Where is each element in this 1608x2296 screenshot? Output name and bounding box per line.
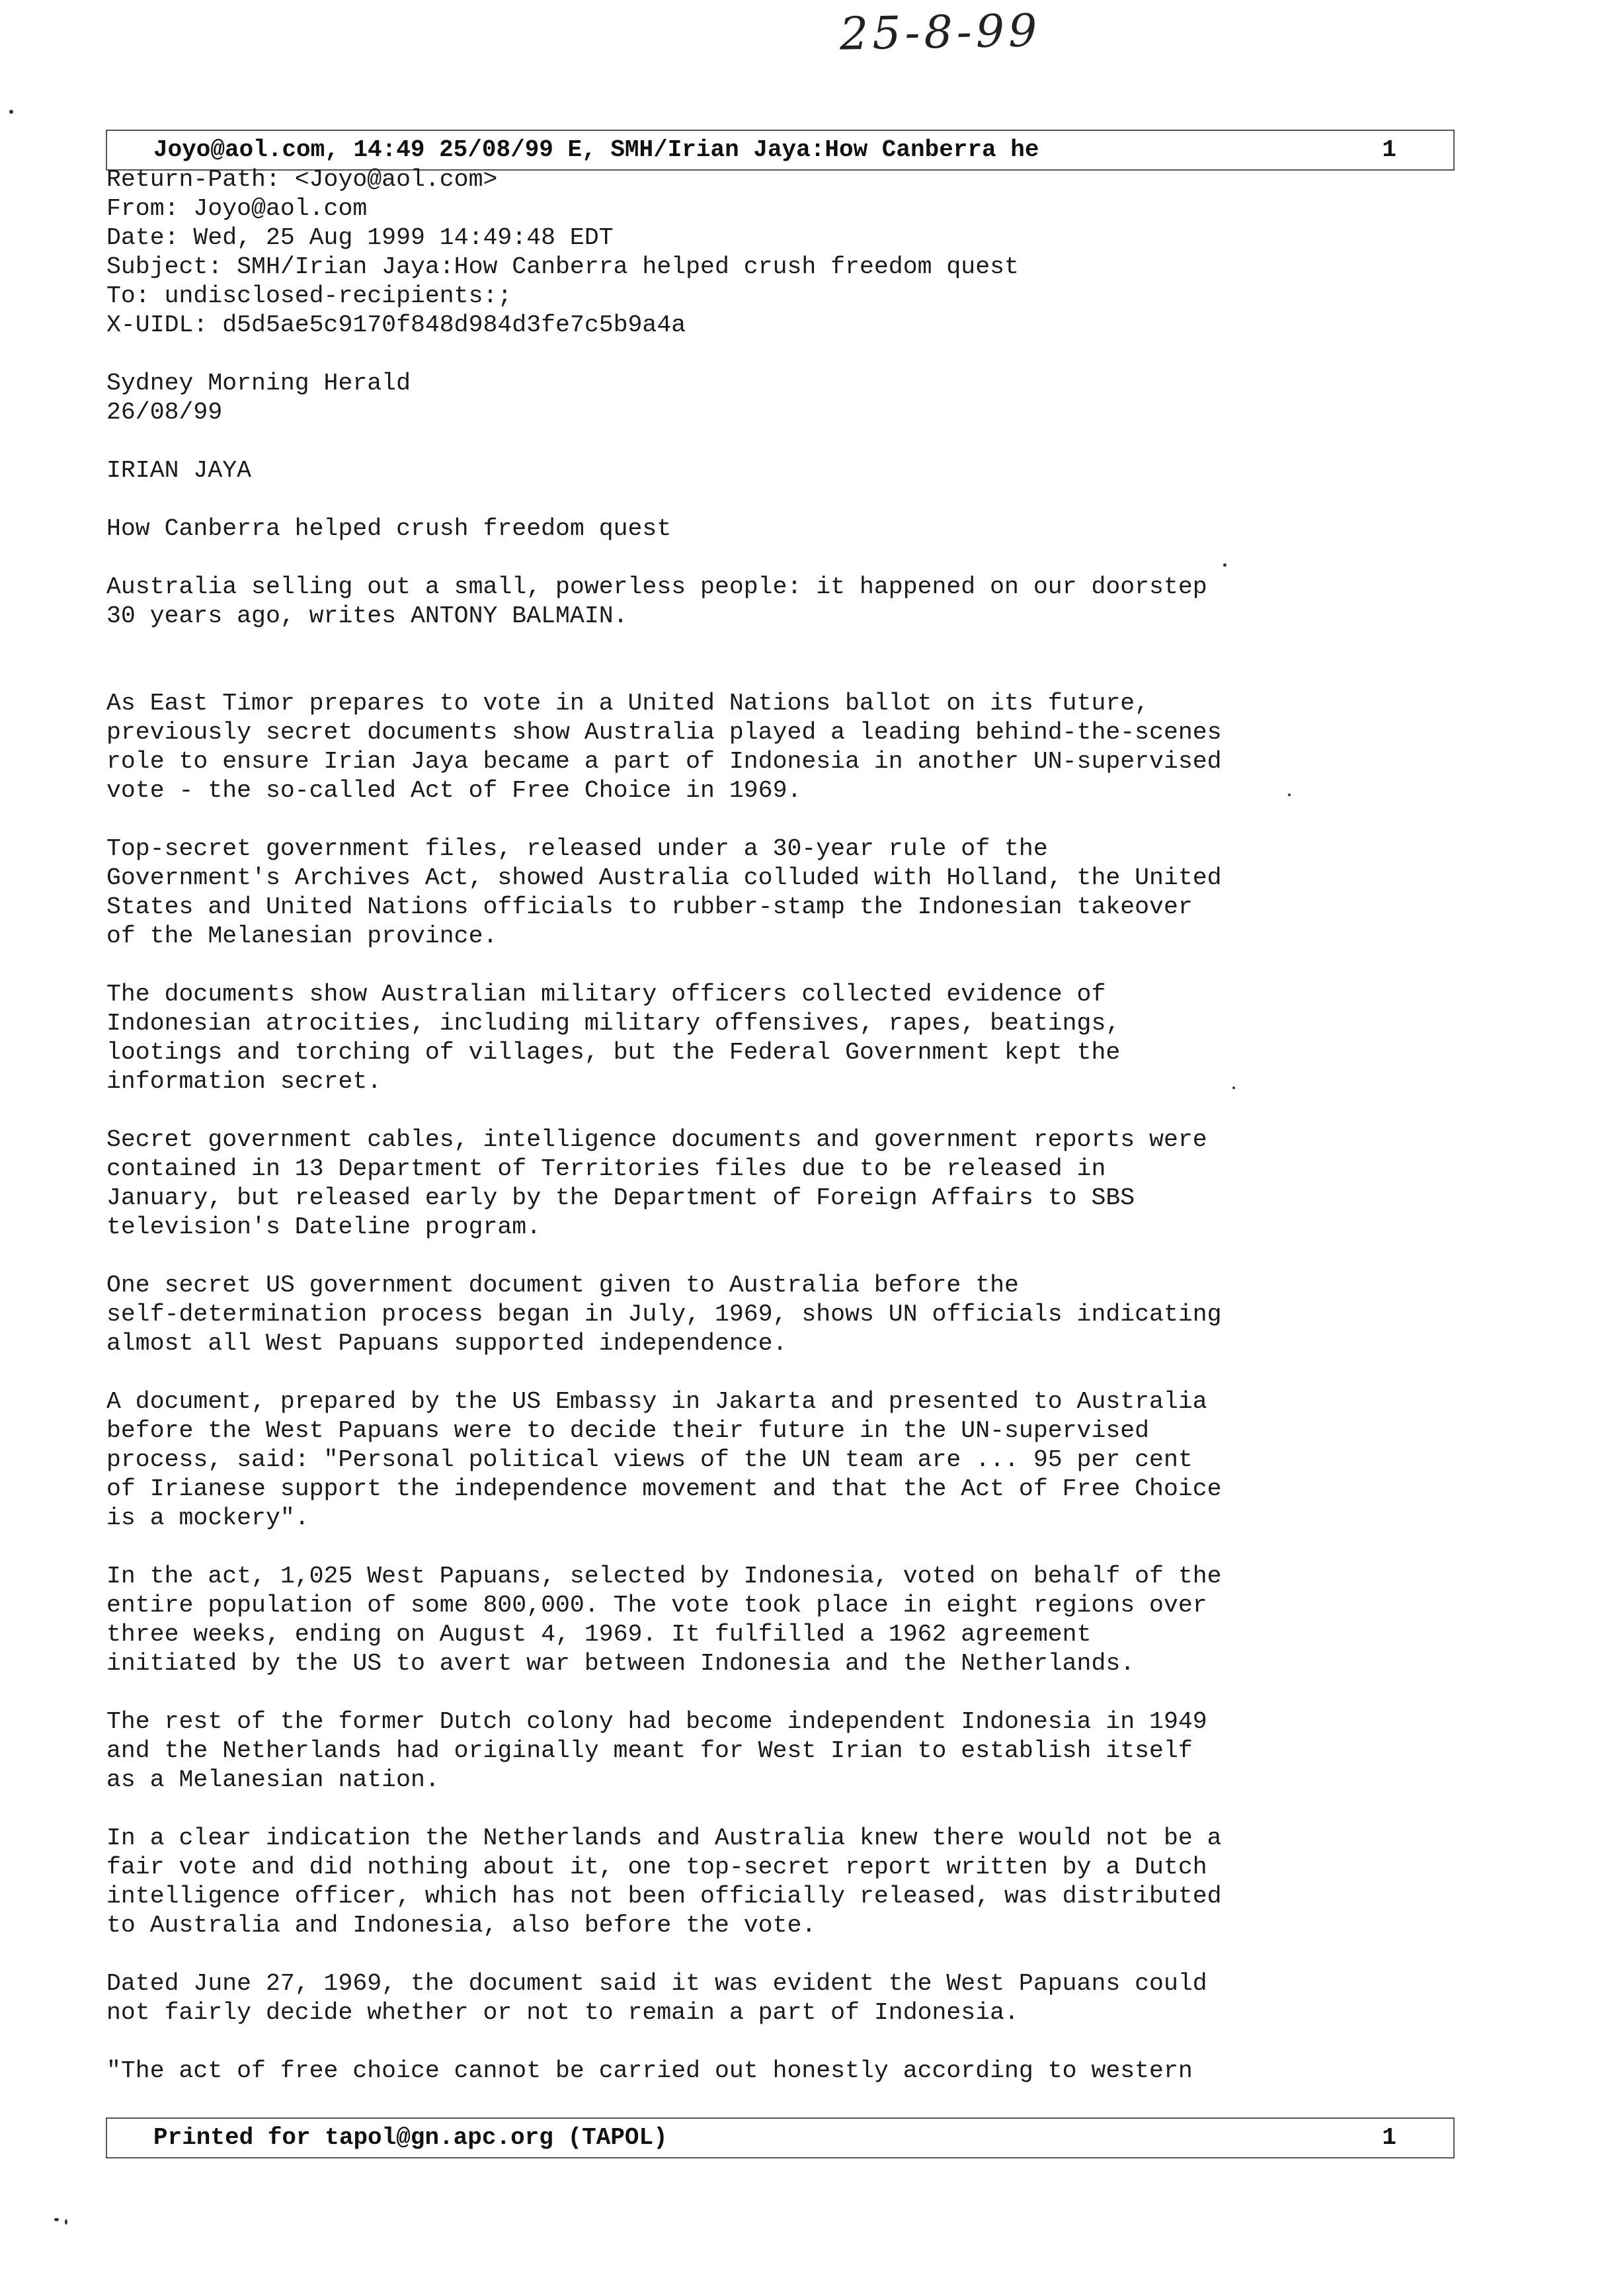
paragraph-line: vote - the so-called Act of Free Choice in 1969. (106, 777, 802, 804)
paragraph-line: of Irianese support the independence movement and that the Act of Free Choice (106, 1475, 1222, 1502)
paragraph-line: contained in 13 Department of Territories files due to be released in (106, 1155, 1106, 1182)
paragraph-line: three weeks, ending on August 4, 1969. It fulfilled a 1962 agreement (106, 1621, 1092, 1648)
paragraph-line: self-determination process began in July, 1969, shows UN officials indicating (106, 1301, 1222, 1328)
paragraph-line: and the Netherlands had originally meant for West Irian to establish itself (106, 1737, 1193, 1764)
source-publication: Sydney Morning Herald (106, 370, 411, 397)
paragraph-line: January, but released early by the Department of Foreign Affairs to SBS (106, 1184, 1135, 1211)
email-header-x-uidl: X-UIDL: d5d5ae5c9170f848d984d3fe7c5b9a4a (106, 311, 686, 339)
paragraph-line: entire population of some 800,000. The vote took place in eight regions over (106, 1592, 1207, 1619)
paragraph-line: "The act of free choice cannot be carried out honestly according to western (106, 2057, 1193, 2084)
paragraph-line: as a Melanesian nation. (106, 1766, 440, 1793)
source-date: 26/08/99 (106, 399, 223, 426)
paragraph-line: lootings and torching of villages, but the Federal Government kept the (106, 1039, 1121, 1066)
paragraph (106, 835, 1495, 951)
paragraph-line: before the West Papuans were to decide their future in the UN-supervised (106, 1417, 1150, 1444)
paragraph-line: almost all West Papuans supported independence. (106, 1330, 787, 1357)
print-header-page-number: 1 (1382, 136, 1396, 163)
paragraph (106, 2057, 1495, 2086)
paragraph-line: Secret government cables, intelligence documents and government reports were (106, 1126, 1207, 1153)
paragraph-line: Government's Archives Act, showed Australia colluded with Holland, the United (106, 864, 1222, 891)
email-body (106, 165, 1495, 2086)
email-header-subject: Subject: SMH/Irian Jaya:How Canberra helped crush freedom quest (106, 253, 1019, 280)
print-header-title: Joyo@aol.com, 14:49 25/08/99 E, SMH/Irian Jaya:How Canberra he (153, 136, 1039, 163)
paragraph-line: In a clear indication the Netherlands and Australia knew there would not be a (106, 1824, 1222, 1852)
paragraph-line: intelligence officer, which has not been officially released, was distributed (106, 1883, 1222, 1910)
article-headline: How Canberra helped crush freedom quest (106, 515, 672, 542)
paragraph (106, 1271, 1495, 1358)
paragraph-line: of the Melanesian province. (106, 922, 498, 950)
paragraph-line: information secret. (106, 1068, 382, 1095)
paragraph-line: A document, prepared by the US Embassy in Jakarta and presented to Australia (106, 1388, 1207, 1415)
email-headers (106, 165, 1495, 340)
paragraph-line: In the act, 1,025 West Papuans, selected by Indonesia, voted on behalf of the (106, 1563, 1222, 1590)
paragraph-line: is a mockery". (106, 1504, 309, 1532)
paragraph (106, 1969, 1495, 2028)
paragraph-line: Top-secret government files, released under a 30-year rule of the (106, 835, 1048, 862)
paragraph-line: The rest of the former Dutch colony had become independent Indonesia in 1949 (106, 1708, 1207, 1735)
paragraph (106, 1126, 1495, 1242)
standfirst-line: 30 years ago, writes ANTONY BALMAIN. (106, 602, 628, 630)
paragraph-line: Indonesian atrocities, including military offensives, rapes, beatings, (106, 1010, 1121, 1037)
paragraph-line: States and United Nations officials to rubber-stamp the Indonesian takeover (106, 893, 1193, 921)
paragraph (106, 980, 1495, 1096)
paragraph-line: The documents show Australian military officers collected evidence of (106, 981, 1106, 1008)
paragraph (106, 689, 1495, 805)
paragraph-line: to Australia and Indonesia, also before the vote. (106, 1912, 817, 1939)
scan-speck (54, 2218, 59, 2221)
email-header-return-path: Return-Path: <Joyo@aol.com> (106, 166, 498, 193)
paragraph (106, 1707, 1495, 1795)
email-header-date: Date: Wed, 25 Aug 1999 14:49:48 EDT (106, 224, 614, 251)
paragraph-line: Dated June 27, 1969, the document said it was evident the West Papuans could (106, 1970, 1207, 1997)
email-header-to: To: undisclosed-recipients:; (106, 282, 512, 309)
paragraph-line: As East Timor prepares to vote in a United Nations ballot on its future, (106, 690, 1150, 717)
section-label: IRIAN JAYA (106, 457, 252, 484)
scan-speck (9, 110, 13, 114)
paragraph-line: initiated by the US to avert war between Indonesia and the Netherlands. (106, 1650, 1135, 1677)
print-header (106, 130, 1455, 171)
paragraph-line: not fairly decide whether or not to remain a part of Indonesia. (106, 1999, 1019, 2026)
paragraph-line: One secret US government document given to Australia before the (106, 1272, 1019, 1299)
paragraph-line: television's Dateline program. (106, 1213, 542, 1241)
paragraph-line: fair vote and did nothing about it, one top-secret report written by a Dutch (106, 1854, 1207, 1881)
standfirst-line: Australia selling out a small, powerless people: it happened on our doorstep (106, 573, 1207, 600)
standfirst (106, 573, 1495, 631)
print-footer-text: Printed for tapol@gn.apc.org (TAPOL) (153, 2124, 668, 2151)
paragraph (106, 1562, 1495, 1678)
print-footer (106, 2117, 1455, 2158)
paragraph-line: previously secret documents show Australia played a leading behind-the-scenes (106, 719, 1222, 746)
print-footer-page-number: 1 (1382, 2124, 1396, 2151)
paragraph (106, 1387, 1495, 1533)
paragraph (106, 1824, 1495, 1940)
email-header-from: From: Joyo@aol.com (106, 195, 368, 222)
scan-speck (65, 2219, 67, 2225)
handwritten-date: 25-8-99 (839, 5, 1041, 61)
paragraph-line: process, said: "Personal political views of the UN team are ... 95 per cent (106, 1446, 1193, 1473)
paragraph-line: role to ensure Irian Jaya became a part of Indonesia in another UN-supervised (106, 748, 1222, 775)
